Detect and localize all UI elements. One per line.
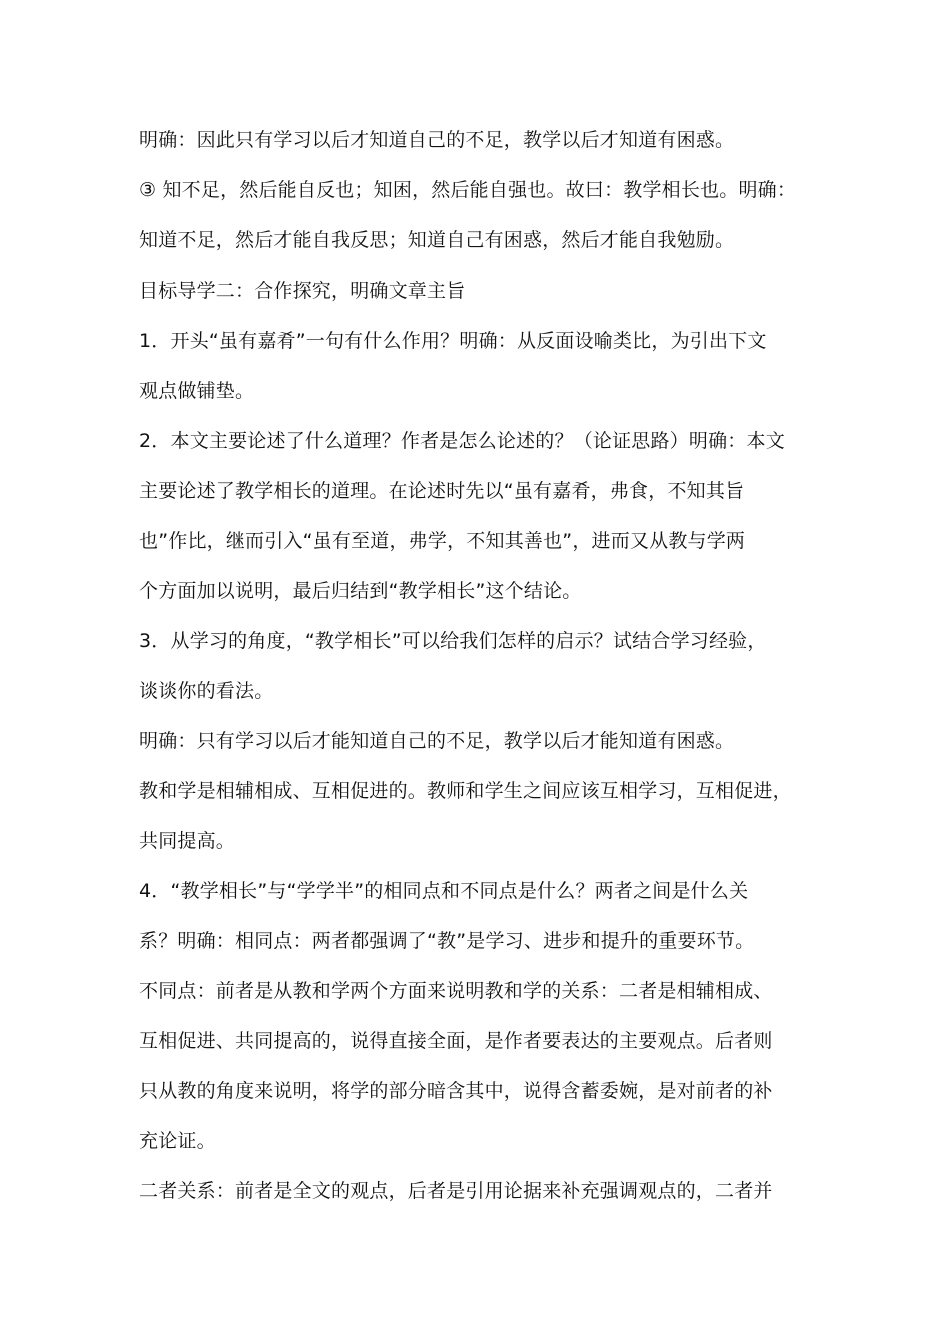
- text-line: 知道不足，然后才能自我反思；知道自己有困惑，然后才能自我勉励。: [139, 229, 735, 251]
- text-line: 明确：因此只有学习以后才知道自己的不足，教学以后才知道有困惑。: [139, 129, 735, 151]
- text-line: 4．“教学相长”与“学学半”的相同点和不同点是什么？两者之间是什么关: [139, 880, 749, 902]
- text-line: 明确：只有学习以后才能知道自己的不足，教学以后才能知道有困惑。: [139, 730, 735, 752]
- text-line: 不同点：前者是从教和学两个方面来说明教和学的关系：二者是相辅相成、: [139, 980, 773, 1002]
- text-line: ③ 知不足，然后能自反也；知困，然后能自强也。故曰：教学相长也。明确：: [139, 179, 797, 201]
- text-line: 共同提高。: [139, 830, 236, 852]
- text-line: 3．从学习的角度，“教学相长”可以给我们怎样的启示？试结合学习经验，: [139, 630, 767, 652]
- text-line: 2．本文主要论述了什么道理？作者是怎么论述的？（论证思路）明确：本文: [139, 430, 785, 452]
- text-line: 谈谈你的看法。: [139, 680, 274, 702]
- text-line: 只从教的角度来说明，将学的部分暗含其中，说得含蓄委婉，是对前者的补: [139, 1080, 773, 1102]
- text-line: 充论证。: [139, 1130, 216, 1152]
- text-line: 系？明确：相同点：两者都强调了“教”是学习、进步和提升的重要环节。: [139, 930, 755, 952]
- text-line: 个方面加以说明，最后归结到“教学相长”这个结论。: [139, 580, 582, 602]
- section-heading: 目标导学二：合作探究，明确文章主旨: [139, 280, 466, 302]
- text-line: 二者关系：前者是全文的观点，后者是引用论据来补充强调观点的，二者并: [139, 1180, 773, 1202]
- text-line: 教和学是相辅相成、互相促进的。教师和学生之间应该互相学习，互相促进，: [139, 780, 792, 802]
- text-line: 1．开头“虽有嘉肴”一句有什么作用？明确：从反面设喻类比，为引出下文: [139, 330, 767, 352]
- text-line: 互相促进、共同提高的，说得直接全面，是作者要表达的主要观点。后者则: [139, 1030, 773, 1052]
- text-line: 观点做铺垫。: [139, 380, 255, 402]
- text-line: 主要论述了教学相长的道理。在论述时先以“虽有嘉肴，弗食，不知其旨: [139, 480, 745, 502]
- text-line: 也”作比，继而引入“虽有至道，弗学，不知其善也”，进而又从教与学两: [139, 530, 746, 552]
